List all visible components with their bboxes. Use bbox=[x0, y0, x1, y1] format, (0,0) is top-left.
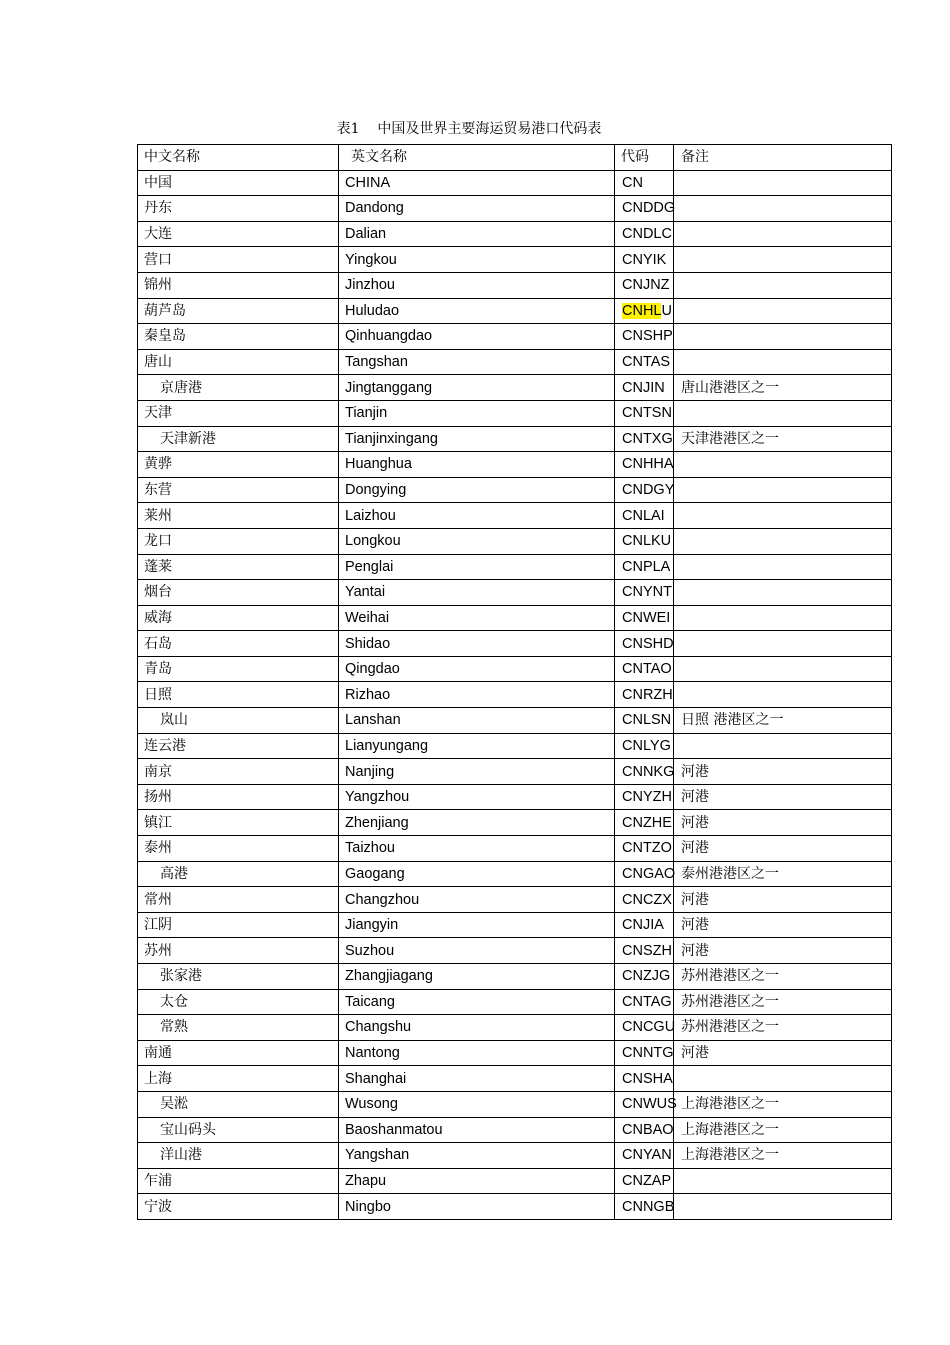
chinese-name-cell: 宁波 bbox=[138, 1194, 339, 1220]
english-name-cell: Yangzhou bbox=[339, 784, 615, 810]
table-row bbox=[138, 1091, 892, 1117]
code-cell: CNSHD bbox=[615, 631, 674, 657]
english-name-cell: Longkou bbox=[339, 528, 615, 554]
english-name-cell: Nanjing bbox=[339, 759, 615, 785]
table-row bbox=[138, 733, 892, 759]
chinese-name-cell: 吴淞 bbox=[138, 1091, 339, 1117]
chinese-name-cell: 洋山港 bbox=[138, 1143, 339, 1169]
english-name-cell: Dongying bbox=[339, 477, 615, 503]
note-cell bbox=[674, 1066, 892, 1092]
code-cell: CNDLC bbox=[615, 221, 674, 247]
chinese-name-cell: 江阴 bbox=[138, 912, 339, 938]
chinese-name-cell: 张家港 bbox=[138, 964, 339, 990]
english-name-cell: Changzhou bbox=[339, 887, 615, 913]
english-name-cell: Jingtanggang bbox=[339, 375, 615, 401]
table-row bbox=[138, 656, 892, 682]
header-row bbox=[138, 145, 892, 171]
english-name-cell: Taicang bbox=[339, 989, 615, 1015]
code-cell: CNYZH bbox=[615, 784, 674, 810]
table-row bbox=[138, 836, 892, 862]
note-cell bbox=[674, 1168, 892, 1194]
code-cell: CNSHP bbox=[615, 324, 674, 350]
code-cell: CNWEI bbox=[615, 605, 674, 631]
chinese-name-cell: 葫芦岛 bbox=[138, 298, 339, 324]
code-cell: CNJNZ bbox=[615, 272, 674, 298]
table-row bbox=[138, 989, 892, 1015]
table-row bbox=[138, 682, 892, 708]
english-name-cell: Huludao bbox=[339, 298, 615, 324]
header-english-name: 英文名称 bbox=[339, 145, 615, 171]
note-cell bbox=[674, 528, 892, 554]
table-row bbox=[138, 400, 892, 426]
english-name-cell: Tianjinxingang bbox=[339, 426, 615, 452]
english-name-cell: Jiangyin bbox=[339, 912, 615, 938]
note-cell bbox=[674, 733, 892, 759]
table-row bbox=[138, 912, 892, 938]
note-cell: 泰州港港区之一 bbox=[674, 861, 892, 887]
chinese-name-cell: 黄骅 bbox=[138, 452, 339, 478]
note-cell: 上海港港区之一 bbox=[674, 1117, 892, 1143]
table-row bbox=[138, 426, 892, 452]
table-row bbox=[138, 247, 892, 273]
chinese-name-cell: 太仓 bbox=[138, 989, 339, 1015]
english-name-cell: Tangshan bbox=[339, 349, 615, 375]
english-name-cell: Zhangjiagang bbox=[339, 964, 615, 990]
note-cell: 河港 bbox=[674, 912, 892, 938]
english-name-cell: Rizhao bbox=[339, 682, 615, 708]
note-cell bbox=[674, 682, 892, 708]
chinese-name-cell: 威海 bbox=[138, 605, 339, 631]
code-cell: CNTAO bbox=[615, 656, 674, 682]
english-name-cell: Laizhou bbox=[339, 503, 615, 529]
header-chinese-name: 中文名称 bbox=[138, 145, 339, 171]
code-cell: CNHHA bbox=[615, 452, 674, 478]
chinese-name-cell: 岚山 bbox=[138, 708, 339, 734]
table-row bbox=[138, 759, 892, 785]
code-cell: CNSZH bbox=[615, 938, 674, 964]
chinese-name-cell: 上海 bbox=[138, 1066, 339, 1092]
chinese-name-cell: 锦州 bbox=[138, 272, 339, 298]
table-row bbox=[138, 1168, 892, 1194]
code-cell: CNRZH bbox=[615, 682, 674, 708]
chinese-name-cell: 高港 bbox=[138, 861, 339, 887]
chinese-name-cell: 龙口 bbox=[138, 528, 339, 554]
english-name-cell: Yangshan bbox=[339, 1143, 615, 1169]
english-name-cell: Lanshan bbox=[339, 708, 615, 734]
code-cell: CNWUS bbox=[615, 1091, 674, 1117]
english-name-cell: Qingdao bbox=[339, 656, 615, 682]
table-row bbox=[138, 580, 892, 606]
note-cell: 天津港港区之一 bbox=[674, 426, 892, 452]
code-cell: CNNGB bbox=[615, 1194, 674, 1220]
code-cell: CNZHE bbox=[615, 810, 674, 836]
note-cell: 上海港港区之一 bbox=[674, 1091, 892, 1117]
code-cell: CNPLA bbox=[615, 554, 674, 580]
code-cell: CNTAS bbox=[615, 349, 674, 375]
english-name-cell: Yantai bbox=[339, 580, 615, 606]
code-cell: CNTXG bbox=[615, 426, 674, 452]
chinese-name-cell: 天津新港 bbox=[138, 426, 339, 452]
chinese-name-cell: 苏州 bbox=[138, 938, 339, 964]
table-row bbox=[138, 503, 892, 529]
table-row bbox=[138, 784, 892, 810]
table-row bbox=[138, 938, 892, 964]
code-cell: CNJIA bbox=[615, 912, 674, 938]
note-cell bbox=[674, 580, 892, 606]
table-row bbox=[138, 375, 892, 401]
chinese-name-cell: 常熟 bbox=[138, 1015, 339, 1041]
note-cell: 河港 bbox=[674, 759, 892, 785]
note-cell bbox=[674, 349, 892, 375]
chinese-name-cell: 唐山 bbox=[138, 349, 339, 375]
english-name-cell: Ningbo bbox=[339, 1194, 615, 1220]
english-name-cell: Weihai bbox=[339, 605, 615, 631]
table-row bbox=[138, 221, 892, 247]
chinese-name-cell: 蓬莱 bbox=[138, 554, 339, 580]
code-cell: CNLSN bbox=[615, 708, 674, 734]
english-name-cell: Jinzhou bbox=[339, 272, 615, 298]
code-cell: CNCZX bbox=[615, 887, 674, 913]
chinese-name-cell: 乍浦 bbox=[138, 1168, 339, 1194]
table-row bbox=[138, 324, 892, 350]
code-cell bbox=[615, 298, 674, 324]
english-name-cell: CHINA bbox=[339, 170, 615, 196]
english-name-cell: Shidao bbox=[339, 631, 615, 657]
table-row bbox=[138, 272, 892, 298]
table-row bbox=[138, 1117, 892, 1143]
english-name-cell: Baoshanmatou bbox=[339, 1117, 615, 1143]
code-cell: CNYIK bbox=[615, 247, 674, 273]
english-name-cell: Nantong bbox=[339, 1040, 615, 1066]
english-name-cell: Suzhou bbox=[339, 938, 615, 964]
chinese-name-cell: 大连 bbox=[138, 221, 339, 247]
english-name-cell: Wusong bbox=[339, 1091, 615, 1117]
table-row bbox=[138, 477, 892, 503]
english-name-cell: Qinhuangdao bbox=[339, 324, 615, 350]
chinese-name-cell: 常州 bbox=[138, 887, 339, 913]
english-name-cell: Penglai bbox=[339, 554, 615, 580]
table-row bbox=[138, 170, 892, 196]
chinese-name-cell: 莱州 bbox=[138, 503, 339, 529]
table-row bbox=[138, 1194, 892, 1220]
english-name-cell: Tianjin bbox=[339, 400, 615, 426]
table-row bbox=[138, 887, 892, 913]
code-cell: CNLAI bbox=[615, 503, 674, 529]
note-cell bbox=[674, 170, 892, 196]
code-cell: CN bbox=[615, 170, 674, 196]
code-text-rest: U bbox=[661, 302, 672, 319]
chinese-name-cell: 东营 bbox=[138, 477, 339, 503]
code-cell: CNZJG bbox=[615, 964, 674, 990]
chinese-name-cell: 秦皇岛 bbox=[138, 324, 339, 350]
note-cell: 河港 bbox=[674, 810, 892, 836]
note-cell: 河港 bbox=[674, 887, 892, 913]
table-title: 表1 中国及世界主要海运贸易港口代码表 bbox=[336, 121, 602, 137]
note-cell: 日照 港港区之一 bbox=[674, 708, 892, 734]
code-cell: CNTAG bbox=[615, 989, 674, 1015]
table-row bbox=[138, 1066, 892, 1092]
code-cell: CNBAO bbox=[615, 1117, 674, 1143]
header-code: 代码 bbox=[615, 145, 674, 171]
note-cell bbox=[674, 1194, 892, 1220]
chinese-name-cell: 南通 bbox=[138, 1040, 339, 1066]
note-cell: 河港 bbox=[674, 836, 892, 862]
note-cell bbox=[674, 196, 892, 222]
chinese-name-cell: 石岛 bbox=[138, 631, 339, 657]
english-name-cell: Huanghua bbox=[339, 452, 615, 478]
note-cell: 唐山港港区之一 bbox=[674, 375, 892, 401]
note-cell bbox=[674, 400, 892, 426]
note-cell bbox=[674, 631, 892, 657]
note-cell bbox=[674, 503, 892, 529]
note-cell: 河港 bbox=[674, 784, 892, 810]
english-name-cell: Lianyungang bbox=[339, 733, 615, 759]
code-cell: CNNTG bbox=[615, 1040, 674, 1066]
table-row bbox=[138, 452, 892, 478]
code-cell: CNLYG bbox=[615, 733, 674, 759]
code-cell: CNSHA bbox=[615, 1066, 674, 1092]
code-cell: CNYAN bbox=[615, 1143, 674, 1169]
table-row bbox=[138, 1015, 892, 1041]
note-cell bbox=[674, 324, 892, 350]
note-cell: 苏州港港区之一 bbox=[674, 989, 892, 1015]
table-row bbox=[138, 964, 892, 990]
chinese-name-cell: 青岛 bbox=[138, 656, 339, 682]
table-row bbox=[138, 528, 892, 554]
code-cell: CNZAP bbox=[615, 1168, 674, 1194]
table-row bbox=[138, 554, 892, 580]
highlighted-code-text: CNHL bbox=[622, 302, 662, 319]
note-cell bbox=[674, 554, 892, 580]
code-cell: CNTZO bbox=[615, 836, 674, 862]
table-row bbox=[138, 861, 892, 887]
chinese-name-cell: 天津 bbox=[138, 400, 339, 426]
note-cell: 河港 bbox=[674, 938, 892, 964]
chinese-name-cell: 泰州 bbox=[138, 836, 339, 862]
chinese-name-cell: 宝山码头 bbox=[138, 1117, 339, 1143]
code-cell: CNCGU bbox=[615, 1015, 674, 1041]
code-cell: CNDGY bbox=[615, 477, 674, 503]
note-cell bbox=[674, 298, 892, 324]
chinese-name-cell: 扬州 bbox=[138, 784, 339, 810]
port-code-table bbox=[137, 144, 892, 1220]
english-name-cell: Taizhou bbox=[339, 836, 615, 862]
english-name-cell: Zhapu bbox=[339, 1168, 615, 1194]
note-cell bbox=[674, 221, 892, 247]
chinese-name-cell: 烟台 bbox=[138, 580, 339, 606]
note-cell: 河港 bbox=[674, 1040, 892, 1066]
code-cell: CNDDG bbox=[615, 196, 674, 222]
chinese-name-cell: 日照 bbox=[138, 682, 339, 708]
english-name-cell: Shanghai bbox=[339, 1066, 615, 1092]
table-row bbox=[138, 1143, 892, 1169]
table-row bbox=[138, 631, 892, 657]
note-cell: 苏州港港区之一 bbox=[674, 964, 892, 990]
chinese-name-cell: 京唐港 bbox=[138, 375, 339, 401]
table-row bbox=[138, 349, 892, 375]
chinese-name-cell: 连云港 bbox=[138, 733, 339, 759]
english-name-cell: Zhenjiang bbox=[339, 810, 615, 836]
english-name-cell: Dalian bbox=[339, 221, 615, 247]
chinese-name-cell: 镇江 bbox=[138, 810, 339, 836]
note-cell: 苏州港港区之一 bbox=[674, 1015, 892, 1041]
table-row bbox=[138, 810, 892, 836]
code-cell: CNJIN bbox=[615, 375, 674, 401]
note-cell bbox=[674, 656, 892, 682]
chinese-name-cell: 中国 bbox=[138, 170, 339, 196]
english-name-cell: Changshu bbox=[339, 1015, 615, 1041]
note-cell: 上海港港区之一 bbox=[674, 1143, 892, 1169]
english-name-cell: Dandong bbox=[339, 196, 615, 222]
code-cell: CNLKU bbox=[615, 528, 674, 554]
header-note: 备注 bbox=[674, 145, 892, 171]
table-row bbox=[138, 298, 892, 324]
note-cell bbox=[674, 247, 892, 273]
chinese-name-cell: 营口 bbox=[138, 247, 339, 273]
table-row bbox=[138, 708, 892, 734]
english-name-cell: Yingkou bbox=[339, 247, 615, 273]
code-cell: CNYNT bbox=[615, 580, 674, 606]
note-cell bbox=[674, 477, 892, 503]
code-cell: CNTSN bbox=[615, 400, 674, 426]
table-row bbox=[138, 1040, 892, 1066]
note-cell bbox=[674, 452, 892, 478]
note-cell bbox=[674, 605, 892, 631]
chinese-name-cell: 南京 bbox=[138, 759, 339, 785]
table-row bbox=[138, 605, 892, 631]
table-row bbox=[138, 196, 892, 222]
code-cell: CNGAO bbox=[615, 861, 674, 887]
english-name-cell: Gaogang bbox=[339, 861, 615, 887]
chinese-name-cell: 丹东 bbox=[138, 196, 339, 222]
note-cell bbox=[674, 272, 892, 298]
code-cell: CNNKG bbox=[615, 759, 674, 785]
